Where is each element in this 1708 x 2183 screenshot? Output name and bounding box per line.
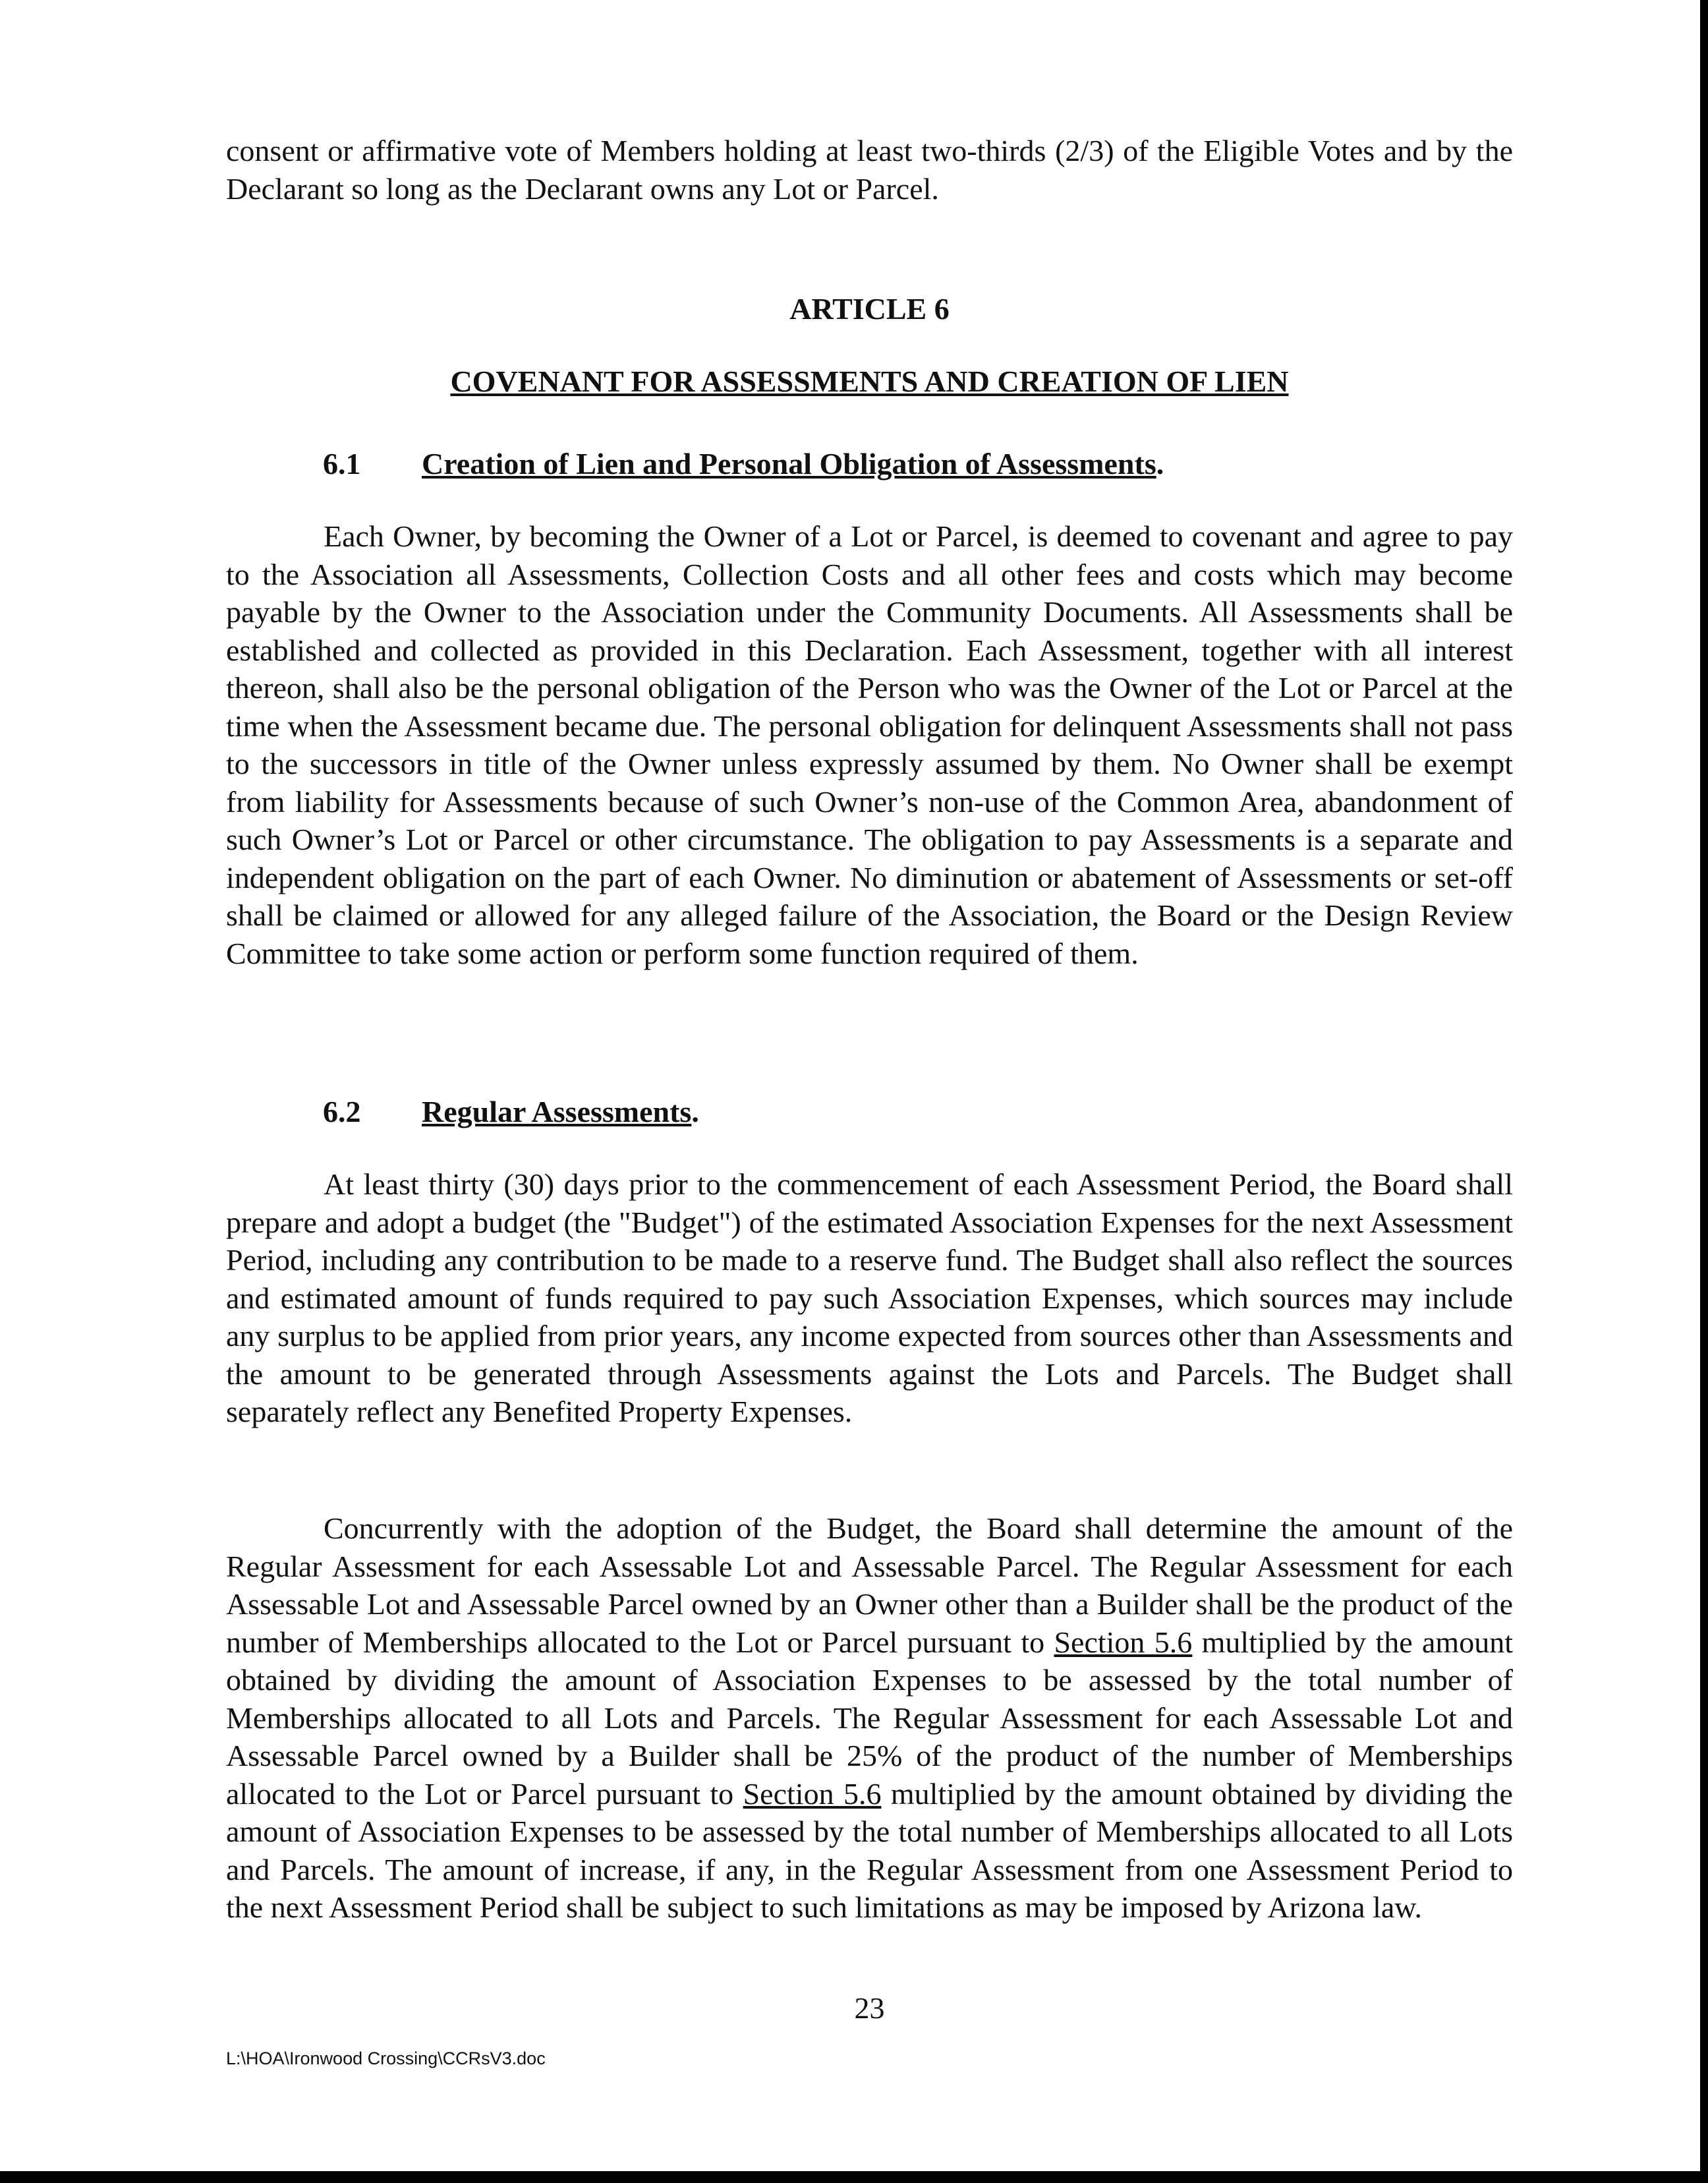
section-reference-link: Section 5.6	[1054, 1625, 1193, 1659]
intro-paragraph: consent or affirmative vote of Members holding at least two-thirds (2/3) of the Eligible Votes and by the Declarant so long as the Declarant owns any Lot or Parcel.	[226, 134, 1513, 206]
section-6-1-paragraph: Each Owner, by becoming the Owner of a Lot or Parcel, is deemed to covenant and agree to pay to the Association all Assessments, Collection Costs and all other fees and costs which may become payable by the Owner to the Association under the Community Documents. All Assessments shall be established and collected as provided in this Declaration. Each Assessment, together with all interest thereon, shall also be the personal obligation of the Person who was the Owner of the Lot or Parcel at the time when the Assessment became due. The personal obligation for delinquent Assessments shall not pass to the successors in title of the Owner unless expressly assumed by them. No Owner shall be exempt from liability for Assessments because of such Owner’s non-use of the Common Area, abandonment of such Owner’s Lot or Parcel or other circumstance. The obligation to pay Assessments is a separate and independent obligation on the part of each Owner. No diminution or abatement of Assessments or set-off shall be claimed or allowed for any alleged failure of the Association, the Board or the Design Review Committee to take some action or perform some function required of them.	[226, 519, 1513, 970]
section-title-suffix: .	[691, 1095, 699, 1128]
section-title-suffix: .	[1156, 447, 1164, 480]
section-number: 6.1	[323, 447, 361, 480]
section-6-2-heading	[323, 1093, 699, 1131]
file-path-footer: L:\HOA\Ironwood Crossing\CCRsV3.doc	[226, 2049, 546, 2068]
article-title: COVENANT FOR ASSESSMENTS AND CREATION OF LIEN	[450, 364, 1289, 398]
intro-block	[226, 132, 1513, 208]
section-reference-link: Section 5.6	[743, 1776, 882, 1811]
section-number: 6.2	[323, 1095, 361, 1128]
section-6-2-paragraph-1: At least thirty (30) days prior to the commencement of each Assessment Period, the Board shall prepare and adopt a budget (the "Budget") of the estimated Association Expenses for the next Assessment Period, including any contribution to be made to a reserve fund. The Budget shall also reflect the sources and estimated amount of funds required to pay such Association Expenses, which sources may include any surplus to be applied from prior years, any income expected from sources other than Assessments and the amount to be generated through Assessments against the Lots and Parcels. The Budget shall separately reflect any Benefited Property Expenses.	[226, 1167, 1513, 1428]
paragraph-text: multiplied by the amount obtained by dividing the amount of Association Expenses to be assessed by the total number of Memberships allocated to all Lots and Parcels. The Regular Assessment for each Assessable Lot and Assessable Parcel owned by a Builder shall be 25% of the product of the number of Memberships allocated to the Lot or Parcel pursuant to	[226, 1625, 1513, 1811]
section-title: Regular Assessments	[422, 1095, 692, 1128]
section-title: Creation of Lien and Personal Obligation of Assessments	[422, 447, 1156, 480]
section-6-2-body-1	[226, 1165, 1513, 1431]
scan-edge-right	[1700, 0, 1708, 2183]
paragraph-text: Concurrently with the adoption of the Budget, the Board shall determine the amount of the Regular Assessment for each Assessable Lot and Assessable Parcel. The Regular Assessment for each Assessable Lot and Assessable Parcel owned by an Owner other than a Builder shall be the product of the number of Memberships allocated to the Lot or Parcel pursuant to	[226, 1511, 1513, 1659]
page-number: 23	[854, 1991, 885, 2025]
article-number: ARTICLE 6	[789, 292, 950, 326]
section-6-2-paragraph-2	[226, 1509, 1513, 1927]
scan-edge-bottom	[0, 2171, 1708, 2183]
section-6-2-body-2	[226, 1509, 1513, 1927]
paragraph-text: multiplied by the amount obtained by dividing the amount of Association Expenses to be assessed by the total number of Memberships allocated to all Lots and Parcels. The amount of increase, if any, in the Regular Assessment from one Assessment Period to the next Assessment Period shall be subject to such limitations as may be imposed by Arizona law.	[226, 1776, 1513, 1924]
section-6-1-heading	[323, 445, 1164, 483]
section-6-1-body	[226, 517, 1513, 972]
